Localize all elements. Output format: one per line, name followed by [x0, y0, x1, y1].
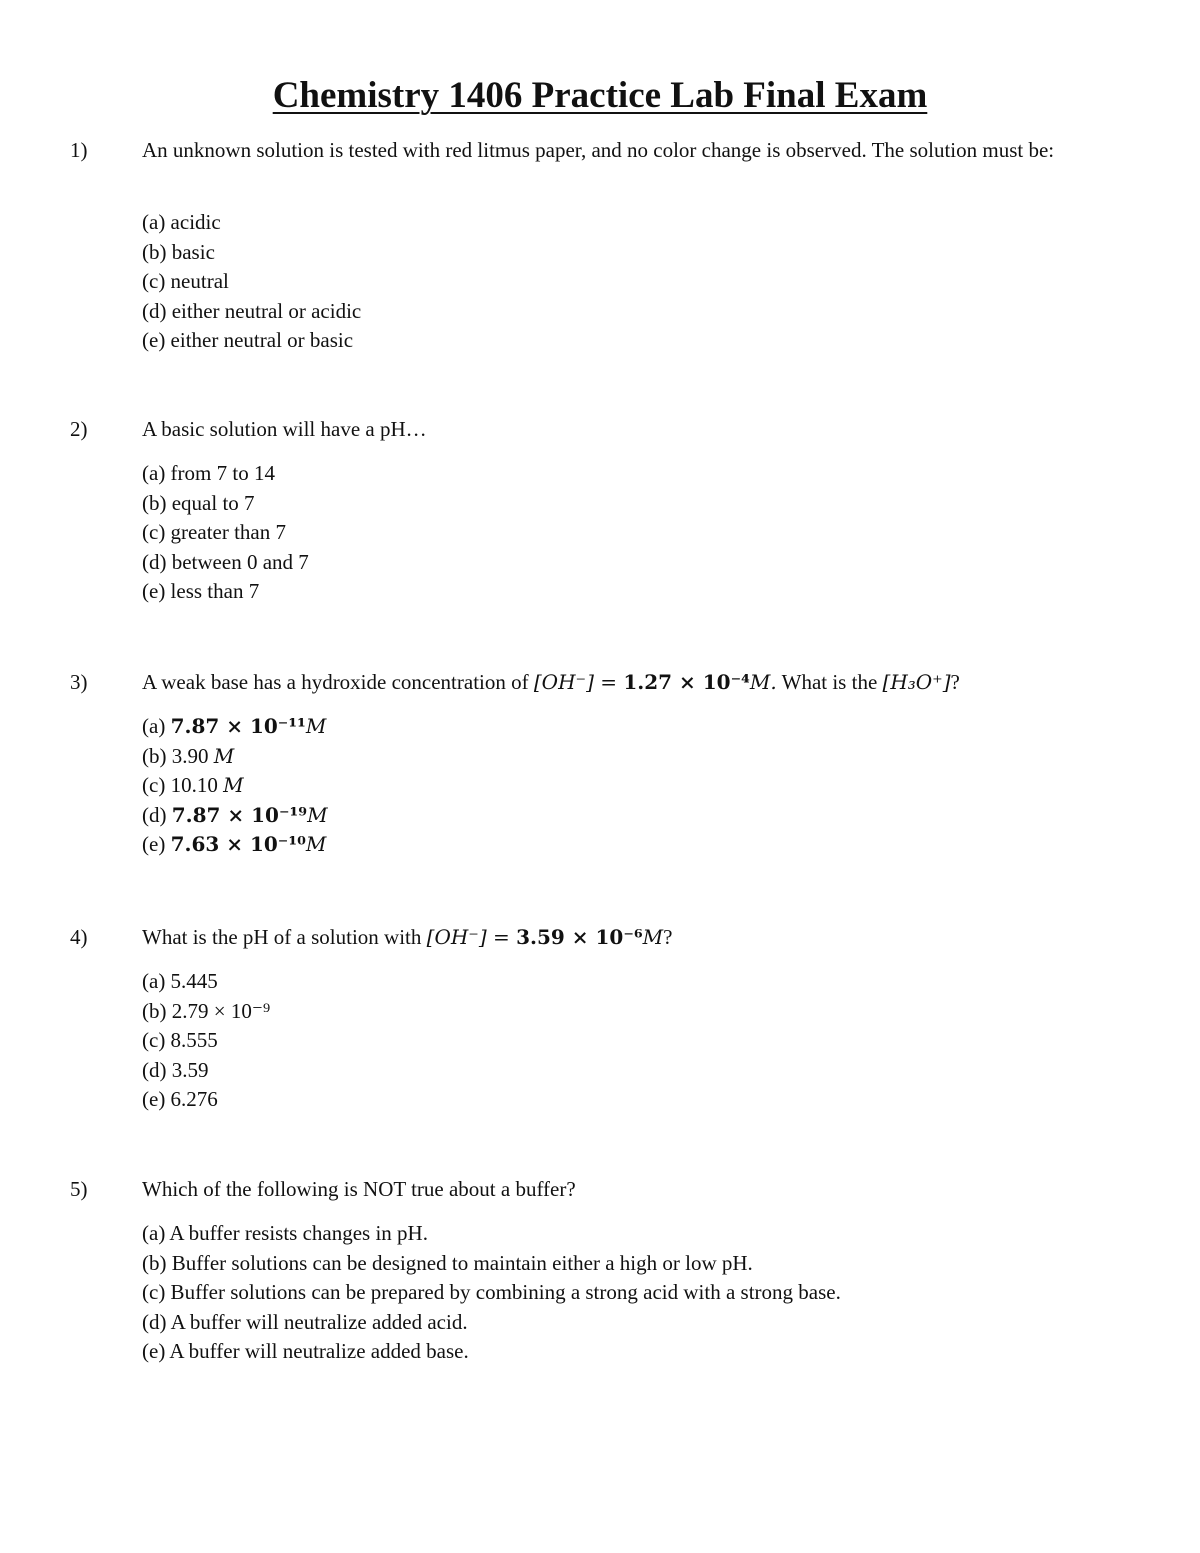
option-e: (e) 6.276	[142, 1087, 218, 1112]
question-text-part: What is the	[776, 670, 883, 694]
question-number: 3)	[70, 670, 88, 694]
option-unit: M	[307, 802, 328, 827]
option-a: (a) acidic	[142, 210, 221, 234]
option-label: (b)	[142, 743, 172, 768]
option-unit: M	[305, 714, 327, 738]
option-value: 7.87 × 10⁻¹⁹	[171, 802, 308, 827]
option-list	[142, 712, 328, 860]
option-a: (a) 5.445	[142, 969, 218, 993]
option-list	[142, 1219, 841, 1367]
option-unit: M	[305, 832, 327, 857]
option-e: (e) less than 7	[142, 579, 260, 604]
option-b: (b) 2.79 × 10⁻⁹	[142, 998, 271, 1023]
question-number: 2)	[70, 417, 88, 441]
option-label: (e)	[142, 832, 171, 857]
hydroxide-unit: M	[642, 925, 664, 949]
option-d: (d) A buffer will neutralize added acid.	[142, 1309, 468, 1334]
hydroxide-unit: M.	[749, 670, 777, 694]
question-text: A basic solution will have a pH…	[142, 417, 427, 441]
option-label: (a)	[142, 714, 171, 738]
option-value: 3.90	[171, 743, 214, 768]
option-unit: M	[223, 773, 244, 798]
question-text: Which of the following is NOT true about a buffer?	[142, 1177, 576, 1201]
option-d: (d) 3.59	[142, 1057, 209, 1082]
question-text-part: ?	[950, 670, 960, 694]
option-list	[142, 967, 270, 1115]
question-text: An unknown solution is tested with red litmus paper, and no color change is observed. The solution must be:	[142, 138, 1055, 162]
option-list	[142, 208, 361, 356]
question-number: 5)	[70, 1177, 88, 1201]
option-a	[142, 712, 328, 742]
option-e	[142, 830, 328, 860]
question-text	[142, 923, 1102, 951]
option-b: (b) Buffer solutions can be designed to maintain either a high or low pH.	[142, 1250, 753, 1275]
question-number: 1)	[70, 138, 88, 162]
question-text-part: What is the pH of a solution with	[142, 925, 427, 949]
option-a: (a) A buffer resists changes in pH.	[142, 1221, 428, 1245]
option-e: (e) either neutral or basic	[142, 328, 354, 353]
question-text	[142, 668, 1102, 696]
option-value: 10.10	[170, 773, 224, 798]
option-value: 7.87 × 10⁻¹¹	[170, 714, 306, 738]
option-label: (c)	[142, 773, 171, 798]
option-e: (e) A buffer will neutralize added base.	[142, 1339, 469, 1364]
option-d	[142, 801, 328, 831]
question-text-part: A weak base has a hydroxide concentration of	[142, 670, 534, 694]
question-number: 4)	[70, 925, 88, 949]
hydroxide-expression: [OH⁻] =	[533, 670, 624, 694]
option-label: (d)	[142, 802, 172, 827]
option-b: (b) equal to 7	[142, 490, 255, 515]
option-d: (d) between 0 and 7	[142, 549, 309, 574]
option-unit: M	[213, 743, 235, 768]
option-value: 7.63 × 10⁻¹⁰	[170, 832, 306, 857]
hydroxide-value: 1.27 × 10⁻⁴	[623, 670, 750, 694]
option-list	[142, 459, 309, 607]
hydroxide-value: 3.59 × 10⁻⁶	[516, 925, 643, 949]
option-c: (c) 8.555	[142, 1028, 218, 1053]
option-c	[142, 771, 328, 801]
option-c: (c) greater than 7	[142, 520, 286, 545]
hydroxide-expression: [OH⁻] =	[426, 925, 517, 949]
option-b	[142, 742, 328, 772]
option-c: (c) neutral	[142, 269, 229, 294]
option-c: (c) Buffer solutions can be prepared by combining a strong acid with a strong base.	[142, 1280, 841, 1305]
option-b: (b) basic	[142, 239, 215, 264]
option-a: (a) from 7 to 14	[142, 461, 275, 485]
question-text-part: ?	[663, 925, 673, 949]
option-d: (d) either neutral or acidic	[142, 298, 362, 323]
page-title: Chemistry 1406 Practice Lab Final Exam	[272, 75, 928, 116]
hydronium-expression: [H₃O⁺]	[882, 670, 951, 694]
